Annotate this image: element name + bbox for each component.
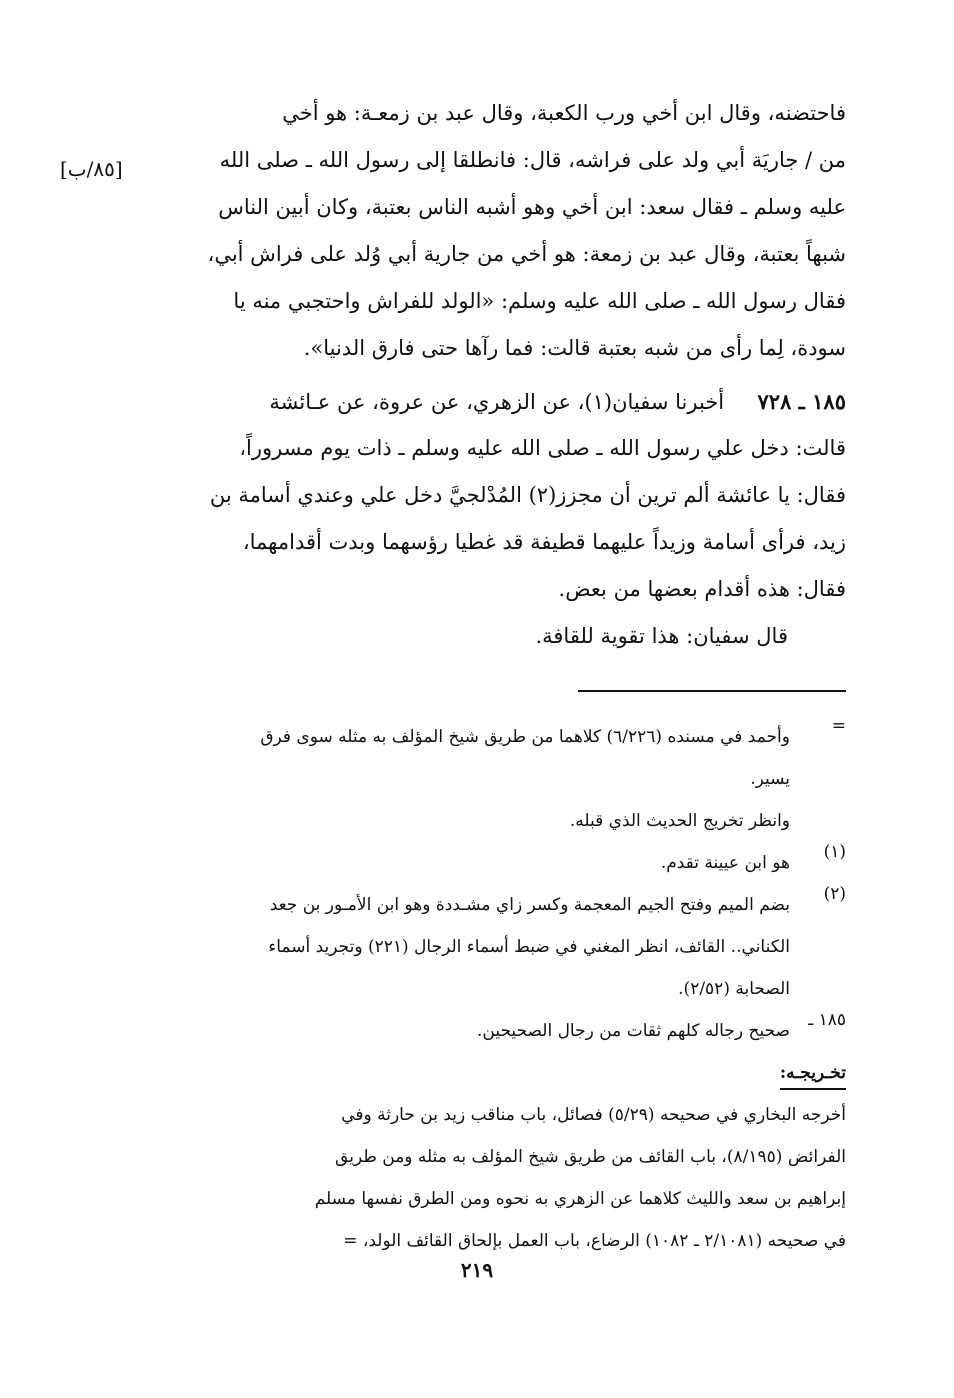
text-line: عليه وسلم ـ فقال سعد: ابن أخي وهو أشبه الناس بعتبة، وكان أبين الناس <box>218 195 846 219</box>
text-line: قالت: دخل علي رسول الله ـ صلى الله عليه وسلم ـ ذات يوم مسروراً، <box>239 436 846 460</box>
footnote-line: وأحمد في مسنده (٦/٢٢٦) كلاهما من طريق شيخ المؤلف به مثله سوى فرق <box>260 727 790 747</box>
footnote-line: إبراهيم بن سعد والليث كلاهما عن الزهري به نحوه ومن الطرق نفسها مسلم <box>314 1189 846 1209</box>
footnote-1 <box>140 842 846 884</box>
hadith-number: ١٨٥ ـ ٧٢٨ <box>757 389 846 414</box>
footnote-separator <box>578 690 846 692</box>
text-line: سودة، لِما رأى من شبه بعتبة قالت: فما رآها حتى فارق الدنيا». <box>303 336 846 360</box>
footnote-line: أخرجه البخاري في صحيحه (٥/٢٩) فصائل، باب مناقب زيد بن حارثة وفي <box>341 1105 846 1125</box>
sufyan-comment: قال سفيان: هذا تقوية للقافة. <box>535 624 788 648</box>
text-line: من / جاريَة أبي ولد على فراشه، قال: فانطلقا إلى رسول الله ـ صلى الله <box>219 148 846 172</box>
takhrij-header-text: تخـريجـه: <box>780 1058 846 1090</box>
text-line: فقال: هذه أقدام بعضها من بعض. <box>558 577 846 601</box>
footnote-continuation <box>140 716 846 842</box>
text-line <box>140 378 846 425</box>
footnote-line: بضم الميم وفتح الجيم المعجمة وكسر زاي مشـددة وهو ابن الأمـور بن جعد <box>269 895 790 915</box>
continuation-mark: = <box>831 716 846 736</box>
text-line: فقال: يا عائشة ألم ترين أن مجزز(٢) المُدْلجيَّ دخل علي وعندي أسامة بن <box>209 483 846 507</box>
footnote-line: الصحابة (٢/٥٢). <box>678 979 790 999</box>
page-number: ٢١٩ <box>460 1258 494 1282</box>
footnote-marker: (٢) <box>823 884 846 904</box>
footnote-line: وانظر تخريج الحديث الذي قبله. <box>569 811 790 831</box>
footnote-line: الكناني.. القائف، انظر المغني في ضبط أسماء الرجال (٢٢١) وتجريد أسماء <box>268 937 790 957</box>
footnote-line: في صحيحه (٢/١٠٨١ ـ ١٠٨٢) الرضاع، باب العمل بإلحاق القائف الولد، = <box>343 1231 846 1251</box>
footnote-marker: ١٨٥ ـ <box>808 1010 846 1030</box>
takhrij-header <box>140 1052 846 1094</box>
text-line: زيد، فرأى أسامة وزيداً عليهما قطيفة قد غطيا رؤسهما وبدت أقدامهما، <box>242 530 846 554</box>
footnote-line: الفرائض (٨/١٩٥)، باب القائف من طريق شيخ المؤلف به مثله ومن طريق <box>335 1147 846 1167</box>
footnote-marker: (١) <box>823 842 846 862</box>
text-line: فاحتضنه، وقال ابن أخي ورب الكعبة، وقال عبد بن زمعـة: هو أخي <box>282 101 846 125</box>
footnote-185 <box>140 1010 846 1052</box>
footnote-2 <box>140 884 846 1010</box>
hadith-text-continuation <box>140 90 846 372</box>
manuscript-folio-reference: [٨٥/ب] <box>60 157 123 181</box>
footnotes <box>140 716 846 1262</box>
hadith-185 <box>140 378 846 660</box>
footnote-line: صحيح رجاله كلهم ثقات من رجال الصحيحين. <box>476 1021 790 1041</box>
text-line: فقال رسول الله ـ صلى الله عليه وسلم: «الولد للفراش واحتجبي منه يا <box>233 289 846 313</box>
footnote-line: هو ابن عيينة تقدم. <box>660 853 790 873</box>
footnote-line: يسير. <box>750 769 790 789</box>
text-line: شبهاً بعتبة، وقال عبد بن زمعة: هو أخي من جارية أبي وُلد على فراش أبي، <box>207 242 846 266</box>
hadith-text: أخبرنا سفيان(١)، عن الزهري، عن عروة، عن عـائشة <box>269 390 725 414</box>
